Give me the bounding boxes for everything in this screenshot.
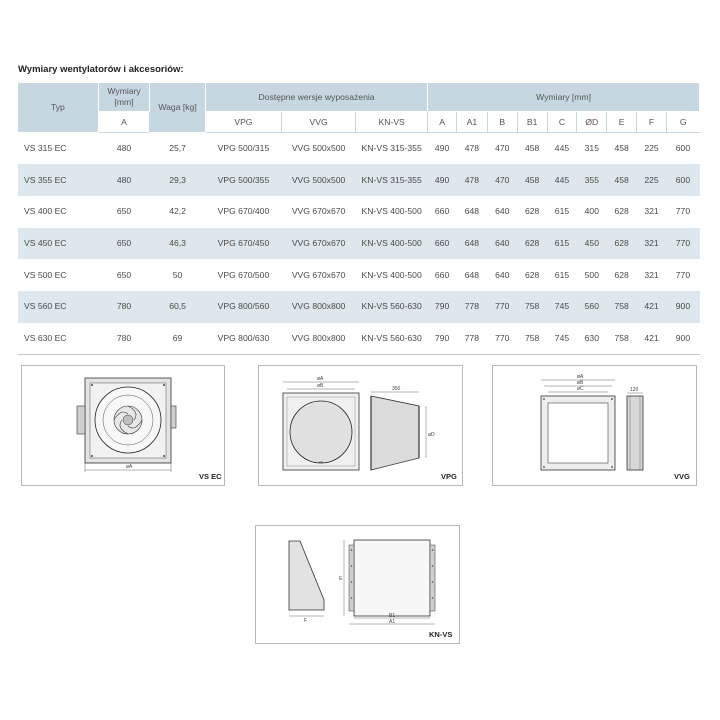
dim-cell: 615 bbox=[554, 269, 570, 280]
vvg-label: VVG bbox=[674, 472, 690, 481]
header-waga: Waga [kg] bbox=[150, 83, 206, 133]
dim-cell: 560 bbox=[584, 301, 599, 312]
table-body bbox=[18, 133, 700, 355]
header-col-b: B bbox=[487, 112, 517, 133]
drawing-vpg bbox=[258, 365, 463, 486]
dim-cell: 628 bbox=[614, 206, 629, 217]
vvg-dim-c: øC bbox=[577, 386, 584, 392]
dim-cell: 648 bbox=[464, 269, 480, 280]
dim-cell: 758 bbox=[517, 323, 547, 355]
dim-cell: 900 bbox=[666, 323, 699, 355]
header-col-g: G bbox=[666, 112, 699, 133]
typ-cell: VS 315 EC bbox=[24, 143, 67, 154]
dim-cell: 758 bbox=[614, 301, 629, 312]
a-cell: 650 bbox=[116, 206, 132, 217]
vvg-drawing bbox=[493, 366, 696, 485]
knvs-cell: KN-VS 315-355 bbox=[361, 143, 422, 154]
waga-cell: 42,2 bbox=[169, 206, 186, 217]
vpg-cell: VPG 800/630 bbox=[205, 323, 281, 355]
drawing-vvg bbox=[492, 365, 697, 486]
waga-cell: 60,5 bbox=[169, 301, 186, 312]
table-row bbox=[18, 196, 700, 228]
header-wersje: Dostępne wersje wyposażenia bbox=[205, 83, 427, 112]
vvg-dim-120: 120 bbox=[630, 387, 639, 393]
dim-cell: 770 bbox=[495, 301, 510, 312]
dim-cell: 478 bbox=[464, 143, 480, 154]
dim-cell: 321 bbox=[644, 206, 659, 217]
dim-cell: 321 bbox=[644, 269, 659, 280]
dim-cell: 490 bbox=[434, 143, 450, 154]
dim-cell: 648 bbox=[464, 206, 480, 217]
dim-cell: 628 bbox=[614, 269, 629, 280]
knvs-label: KN-VS bbox=[429, 630, 453, 639]
header-a: A bbox=[98, 112, 149, 133]
knvs-dim-e: E bbox=[339, 576, 343, 582]
typ-cell: VS 500 EC bbox=[24, 269, 67, 280]
dim-cell: 600 bbox=[675, 143, 691, 154]
dim-cell: 355 bbox=[584, 174, 599, 185]
knvs-cell: KN-VS 400-500 bbox=[361, 206, 422, 217]
dim-cell: 778 bbox=[464, 301, 480, 312]
waga-cell: 25,7 bbox=[169, 143, 186, 154]
dim-cell: 225 bbox=[644, 174, 659, 185]
vpg-cell: VPG 800/560 bbox=[217, 301, 270, 312]
vpg-dim-350: 350 bbox=[392, 386, 401, 392]
dim-cell: 778 bbox=[456, 323, 487, 355]
header-wymiary-a: Wymiary [mm] bbox=[98, 83, 149, 112]
dim-cell: 470 bbox=[495, 143, 510, 154]
dim-cell: 470 bbox=[495, 174, 510, 185]
table-row bbox=[18, 164, 700, 196]
dim-cell: 315 bbox=[584, 143, 599, 154]
knvs-cell: KN-VS 560-630 bbox=[356, 323, 428, 355]
dim-cell: 421 bbox=[637, 323, 667, 355]
dim-cell: 770 bbox=[675, 206, 691, 217]
dim-cell: 660 bbox=[434, 237, 450, 248]
knvs-dim-a1: A1 bbox=[389, 619, 396, 625]
vpg-cell: VPG 500/315 bbox=[217, 143, 270, 154]
dim-cell: 450 bbox=[584, 237, 599, 248]
header-col-f: F bbox=[637, 112, 667, 133]
knvs-dim-f: F bbox=[304, 618, 308, 624]
vvg-cell: VVG 500x500 bbox=[291, 143, 346, 154]
vvg-cell: VVG 670x670 bbox=[291, 206, 346, 217]
dim-cell: 400 bbox=[584, 206, 599, 217]
vvg-dim-a: øA bbox=[577, 374, 584, 380]
header-wymiary: Wymiary [mm] bbox=[428, 83, 700, 112]
vsec-label: VS EC bbox=[199, 472, 222, 481]
section-title: Wymiary wentylatorów i akcesoriów: bbox=[18, 64, 184, 75]
header-col-c: C bbox=[547, 112, 577, 133]
vvg-cell: VVG 670x670 bbox=[291, 237, 346, 248]
table-row bbox=[18, 133, 700, 165]
header-col-a: A bbox=[428, 112, 457, 133]
vpg-cell: VPG 500/355 bbox=[217, 174, 270, 185]
a-cell: 780 bbox=[98, 323, 149, 355]
vpg-dim-b: øB bbox=[317, 383, 324, 389]
dim-cell: 790 bbox=[434, 301, 450, 312]
vvg-cell: VVG 500x500 bbox=[291, 174, 346, 185]
dim-cell: 445 bbox=[554, 174, 570, 185]
waga-cell: 69 bbox=[150, 323, 206, 355]
dim-cell: 660 bbox=[434, 206, 450, 217]
vsec-fan-drawing bbox=[22, 366, 224, 485]
vpg-cell: VPG 670/400 bbox=[217, 206, 270, 217]
knvs-cell: KN-VS 400-500 bbox=[361, 269, 422, 280]
header-col-e: E bbox=[607, 112, 637, 133]
dim-cell: 458 bbox=[614, 174, 629, 185]
dim-cell: 770 bbox=[675, 269, 691, 280]
vpg-label: VPG bbox=[441, 472, 457, 481]
drawing-vsec bbox=[21, 365, 225, 486]
dim-cell: 770 bbox=[675, 237, 691, 248]
waga-cell: 50 bbox=[172, 269, 183, 280]
dim-cell: 421 bbox=[644, 301, 659, 312]
header-col-b1: B1 bbox=[517, 112, 547, 133]
drawing-knvs bbox=[255, 525, 460, 644]
dim-cell: 628 bbox=[524, 237, 540, 248]
a-cell: 480 bbox=[116, 143, 132, 154]
knvs-cell: KN-VS 315-355 bbox=[361, 174, 422, 185]
typ-cell: VS 450 EC bbox=[24, 237, 67, 248]
vvg-dim-b: øB bbox=[577, 380, 584, 386]
header-typ: Typ bbox=[18, 83, 98, 133]
vpg-cell: VPG 670/500 bbox=[217, 269, 270, 280]
vvg-cell: VVG 800x800 bbox=[282, 323, 356, 355]
dim-cell: 640 bbox=[495, 269, 510, 280]
dim-cell: 458 bbox=[524, 143, 540, 154]
vpg-cell: VPG 670/450 bbox=[217, 237, 270, 248]
dim-cell: 790 bbox=[428, 323, 457, 355]
header-col-d: ØD bbox=[577, 112, 607, 133]
dim-cell: 628 bbox=[524, 269, 540, 280]
header-col-a1: A1 bbox=[456, 112, 487, 133]
table-row bbox=[18, 228, 700, 260]
dim-cell: 321 bbox=[644, 237, 659, 248]
waga-cell: 46,3 bbox=[169, 237, 186, 248]
vpg-dim-d: øD bbox=[428, 432, 435, 438]
vvg-cell: VVG 670x670 bbox=[291, 269, 346, 280]
dim-cell: 630 bbox=[577, 323, 607, 355]
dim-cell: 490 bbox=[434, 174, 450, 185]
a-cell: 480 bbox=[116, 174, 132, 185]
dim-cell: 758 bbox=[524, 301, 540, 312]
dim-cell: 640 bbox=[495, 206, 510, 217]
dim-cell: 600 bbox=[675, 174, 691, 185]
header-vpg: VPG bbox=[205, 112, 281, 133]
knvs-cell: KN-VS 560-630 bbox=[361, 301, 422, 312]
vvg-cell: VVG 800x800 bbox=[291, 301, 346, 312]
dimensions-table bbox=[18, 83, 700, 355]
typ-cell: VS 400 EC bbox=[24, 206, 67, 217]
dim-cell: 628 bbox=[524, 206, 540, 217]
a-cell: 780 bbox=[116, 301, 132, 312]
typ-cell: VS 630 EC bbox=[18, 323, 98, 355]
dim-cell: 745 bbox=[554, 301, 570, 312]
header-knvs: KN-VS bbox=[356, 112, 428, 133]
table-row bbox=[18, 259, 700, 291]
vsec-dim-a: øA bbox=[126, 464, 133, 470]
dim-cell: 758 bbox=[607, 323, 637, 355]
dim-cell: 900 bbox=[675, 301, 691, 312]
dim-cell: 615 bbox=[554, 237, 570, 248]
dim-cell: 640 bbox=[495, 237, 510, 248]
knvs-drawing bbox=[256, 526, 459, 643]
dim-cell: 745 bbox=[547, 323, 577, 355]
dim-cell: 445 bbox=[554, 143, 570, 154]
dim-cell: 648 bbox=[464, 237, 480, 248]
waga-cell: 29,3 bbox=[169, 174, 186, 185]
dim-cell: 615 bbox=[554, 206, 570, 217]
a-cell: 650 bbox=[116, 269, 132, 280]
dim-cell: 458 bbox=[524, 174, 540, 185]
knvs-cell: KN-VS 400-500 bbox=[361, 237, 422, 248]
dim-cell: 458 bbox=[614, 143, 629, 154]
dim-cell: 225 bbox=[644, 143, 659, 154]
table-row bbox=[18, 291, 700, 323]
dim-cell: 500 bbox=[584, 269, 599, 280]
typ-cell: VS 355 EC bbox=[24, 174, 67, 185]
vpg-dim-a: øA bbox=[317, 376, 324, 382]
typ-cell: VS 560 EC bbox=[24, 301, 67, 312]
header-vvg: VVG bbox=[282, 112, 356, 133]
dim-cell: 628 bbox=[614, 237, 629, 248]
vpg-drawing bbox=[259, 366, 462, 485]
table-row bbox=[18, 323, 700, 355]
dim-cell: 770 bbox=[487, 323, 517, 355]
a-cell: 650 bbox=[116, 237, 132, 248]
knvs-dim-b1: B1 bbox=[389, 613, 396, 619]
dim-cell: 478 bbox=[464, 174, 480, 185]
dim-cell: 660 bbox=[434, 269, 450, 280]
